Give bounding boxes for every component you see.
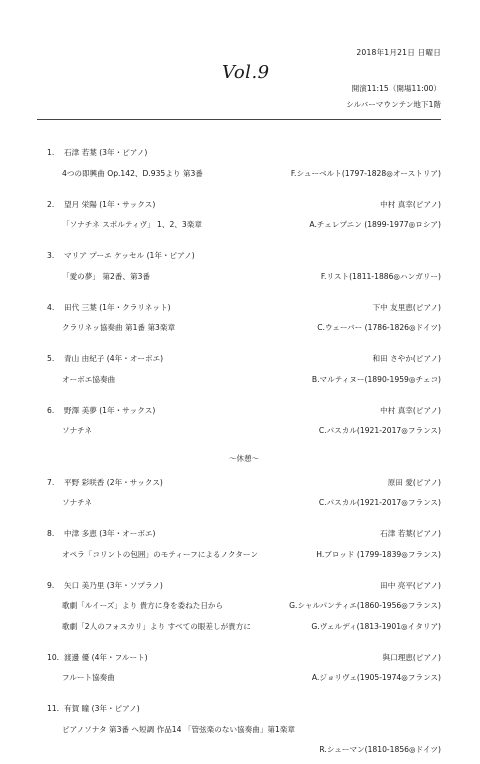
volume-title: Vol.9: [222, 62, 270, 83]
piece-row: [47, 218, 441, 232]
performer-row: [47, 527, 441, 541]
performer-row: [47, 404, 441, 418]
performer-row: [47, 301, 441, 315]
piece-row: [47, 373, 441, 387]
accompanist: 中村 真幸(ピアノ): [380, 405, 441, 415]
divider: [37, 119, 441, 120]
program-number: 10.: [47, 652, 60, 662]
composer: B.マルティヌー(1890-1959◎チェコ): [311, 374, 441, 384]
performer-name: 石津 若葉 (3年・ピアノ): [64, 148, 148, 157]
program-number: 5.: [47, 354, 55, 363]
performer-row: [47, 198, 441, 212]
piece-title: ソナチネ: [62, 498, 93, 507]
accompanist: 和田 さやか(ピアノ): [372, 354, 441, 363]
piece-row: [47, 599, 441, 613]
start-time: 開演11:15（開場11:00）: [351, 84, 441, 93]
performer-name: 平野 彩咲香 (2年・サックス): [64, 477, 163, 487]
performer-name: 望月 栄陽 (1年・サックス): [64, 199, 156, 209]
composer: G.シャルパンティエ(1860-1956◎フランス): [289, 601, 441, 610]
performer-row: [47, 651, 441, 665]
piece-row: [47, 620, 441, 634]
piece-row: [47, 496, 441, 510]
program-list: [47, 146, 441, 764]
performer-row: [47, 579, 441, 593]
piece-title: クラリネッ協奏曲 第1番 第3楽章: [62, 323, 176, 332]
composer: R.シューマン(1810-1856◎ドイツ): [319, 745, 441, 754]
composer: C.パスカル(1921-2017◎フランス): [318, 498, 441, 507]
composer: C.ウェーバー (1786-1826◎ドイツ): [317, 323, 441, 332]
performer-name: 野澤 美夢 (1年・サックス): [64, 405, 156, 415]
program-number: 4.: [47, 302, 55, 312]
performer-row: [47, 249, 441, 263]
piece-title: ソナチネ: [62, 426, 93, 435]
program-number: 3.: [47, 251, 55, 260]
composer: A.ジョリヴェ(1905-1974◎フランス): [311, 673, 441, 682]
accompanist: 石津 若葉(ピアノ): [380, 529, 441, 538]
piece-title: 歌劇「ルイーズ」より 貴方に身を委ねた日から: [62, 601, 224, 610]
composer: G.ヴェルディ(1813-1901◎イタリア): [311, 621, 441, 631]
piece-row: [47, 743, 441, 757]
accompanist: 與口理恵(ピアノ): [382, 652, 441, 662]
program-number: 11.: [47, 704, 60, 713]
intermission: 〜休憩〜: [228, 453, 260, 463]
program-number: 7.: [47, 477, 55, 487]
piece-row: [47, 270, 441, 284]
performer-name: 有賀 瞳 (3年・ピアノ): [64, 704, 140, 713]
performer-name: 青山 由紀子 (4年・オーボエ): [64, 354, 164, 363]
performer-row: [47, 146, 441, 160]
piece-title: 「ソナチネ スポルティヴ」 1、2、3楽章: [62, 220, 202, 229]
performer-row: [47, 476, 441, 490]
composer: F.リスト(1811-1886◎ハンガリー): [320, 271, 441, 281]
composer: A.チェレプニン (1899-1977◎ロシア): [309, 220, 441, 229]
piece-title: オーボエ協奏曲: [62, 374, 116, 384]
venue: シルバーマウンテン地下1階: [346, 100, 441, 109]
performer-name: 中津 多恵 (3年・オーボエ): [64, 529, 156, 538]
piece-row: [47, 167, 441, 181]
performer-name: マリア プーエ ケッセル (1年・ピアノ): [64, 251, 195, 260]
program-number: 8.: [47, 529, 55, 538]
composer: C.パスカル(1921-2017◎フランス): [318, 426, 441, 435]
accompanist: 中村 真幸(ピアノ): [380, 199, 441, 209]
piece-row: [47, 321, 441, 335]
piece-row: [47, 424, 441, 438]
piece-title: 4つの即興曲 Op.142、D.935より 第3番: [62, 168, 203, 178]
piece-title: フルート協奏曲: [62, 673, 115, 682]
performer-name: 矢口 美乃里 (3年・ソプラノ): [64, 580, 163, 590]
piece-row: [47, 671, 441, 685]
piece-title: ピアノソナタ 第3番 へ短調 作品14 「管弦楽のない協奏曲」第1楽章: [62, 724, 296, 734]
piece-title: 「愛の夢」 第2番、第3番: [62, 271, 151, 281]
performer-row: [47, 702, 441, 716]
composer: H.ブロッド (1799-1839◎フランス): [316, 549, 441, 559]
performer-row: [47, 352, 441, 366]
accompanist: 田中 亮平(ピアノ): [380, 580, 441, 590]
accompanist: 原田 愛(ピアノ): [387, 477, 441, 487]
concert-date: 2018年1月21日 日曜日: [356, 48, 441, 57]
performer-name: 田代 三葉 (1年・クラリネット): [64, 302, 171, 312]
accompanist: 下中 友里恵(ピアノ): [372, 302, 441, 312]
piece-row: [47, 548, 441, 562]
program-number: 9.: [47, 580, 55, 590]
composer: F.シューベルト(1797-1828◎オーストリア): [290, 168, 441, 178]
piece-title: オペラ「コリントの包囲」のモティーフによるノクターン: [62, 549, 258, 559]
piece-title: 歌劇「2人のフォスカリ」より すべての眼差しが貴方に: [62, 621, 251, 631]
piece-row: [47, 723, 441, 737]
program-number: 2.: [47, 199, 55, 209]
program-number: 1.: [47, 148, 55, 157]
performer-name: 渡邊 優 (4年・フルート): [64, 652, 148, 662]
program-number: 6.: [47, 405, 55, 415]
